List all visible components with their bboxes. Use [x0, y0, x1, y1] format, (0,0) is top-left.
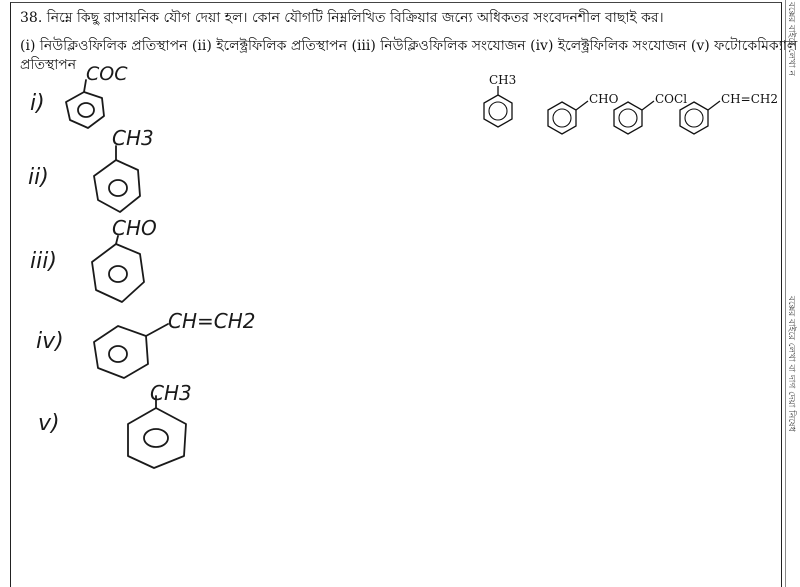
question-line-3: প্রতিস্থাপন: [20, 57, 77, 73]
question-line-1: 38. নিম্নে কিছু রাসায়নিক যৌগ দেয়া হল। কোন যৌগটি নিম্নলিখিত বিক্রিয়ার জন্যে অধিকতর সংবেদনশীল বাছাই কর।: [20, 10, 664, 26]
printed-label-cho: CHO: [589, 92, 619, 106]
hw-group-ch3-v: CH3: [150, 381, 192, 405]
hw-group-ch3-ii: CH3: [112, 126, 154, 150]
hw-group-chch2: CH=CH2: [168, 309, 256, 333]
handwritten-answer-v: [38, 381, 192, 468]
hw-group-cho: CHO: [112, 216, 157, 240]
hw-numeral-i: i): [30, 91, 45, 116]
hw-numeral-v: v): [38, 411, 60, 436]
question-line-2: (i) নিউক্লিওফিলিক প্রতিস্থাপন (ii) ইলেক্ট্রফিলিক প্রতিস্থাপন (iii) নিউক্লিওফিলিক সংযোজন (iv) ইলেক্ট্রফিলিক সংযোজন (v) ফটোকেমিক্যাল: [20, 38, 798, 54]
hw-numeral-iii: iii): [30, 249, 57, 274]
printed-compound-benzoyl-chloride: [614, 92, 687, 134]
handwritten-answer-iii: [30, 216, 157, 302]
printed-compound-toluene: [484, 73, 516, 127]
printed-label-ch3: CH3: [489, 73, 517, 87]
handwritten-answer-iv: [36, 309, 256, 378]
margin-note-bottom: বক্সের বাইরে লেখা বা দাগ দেয়া নিষেধ: [786, 296, 796, 432]
hw-numeral-iv: iv): [36, 329, 64, 354]
handwritten-answer-i: [30, 63, 128, 128]
printed-compound-benzaldehyde: [548, 92, 619, 134]
margin-note-top: বক্সের বাইরে লেখা ন: [786, 2, 796, 76]
printed-label-chch2: CH=CH2: [721, 92, 778, 106]
hw-numeral-ii: ii): [28, 165, 49, 190]
printed-label-cocl: COCl: [655, 92, 688, 106]
hw-group-coc: COC: [86, 63, 128, 85]
handwritten-answer-ii: [28, 126, 154, 212]
printed-compound-styrene: [680, 92, 778, 134]
